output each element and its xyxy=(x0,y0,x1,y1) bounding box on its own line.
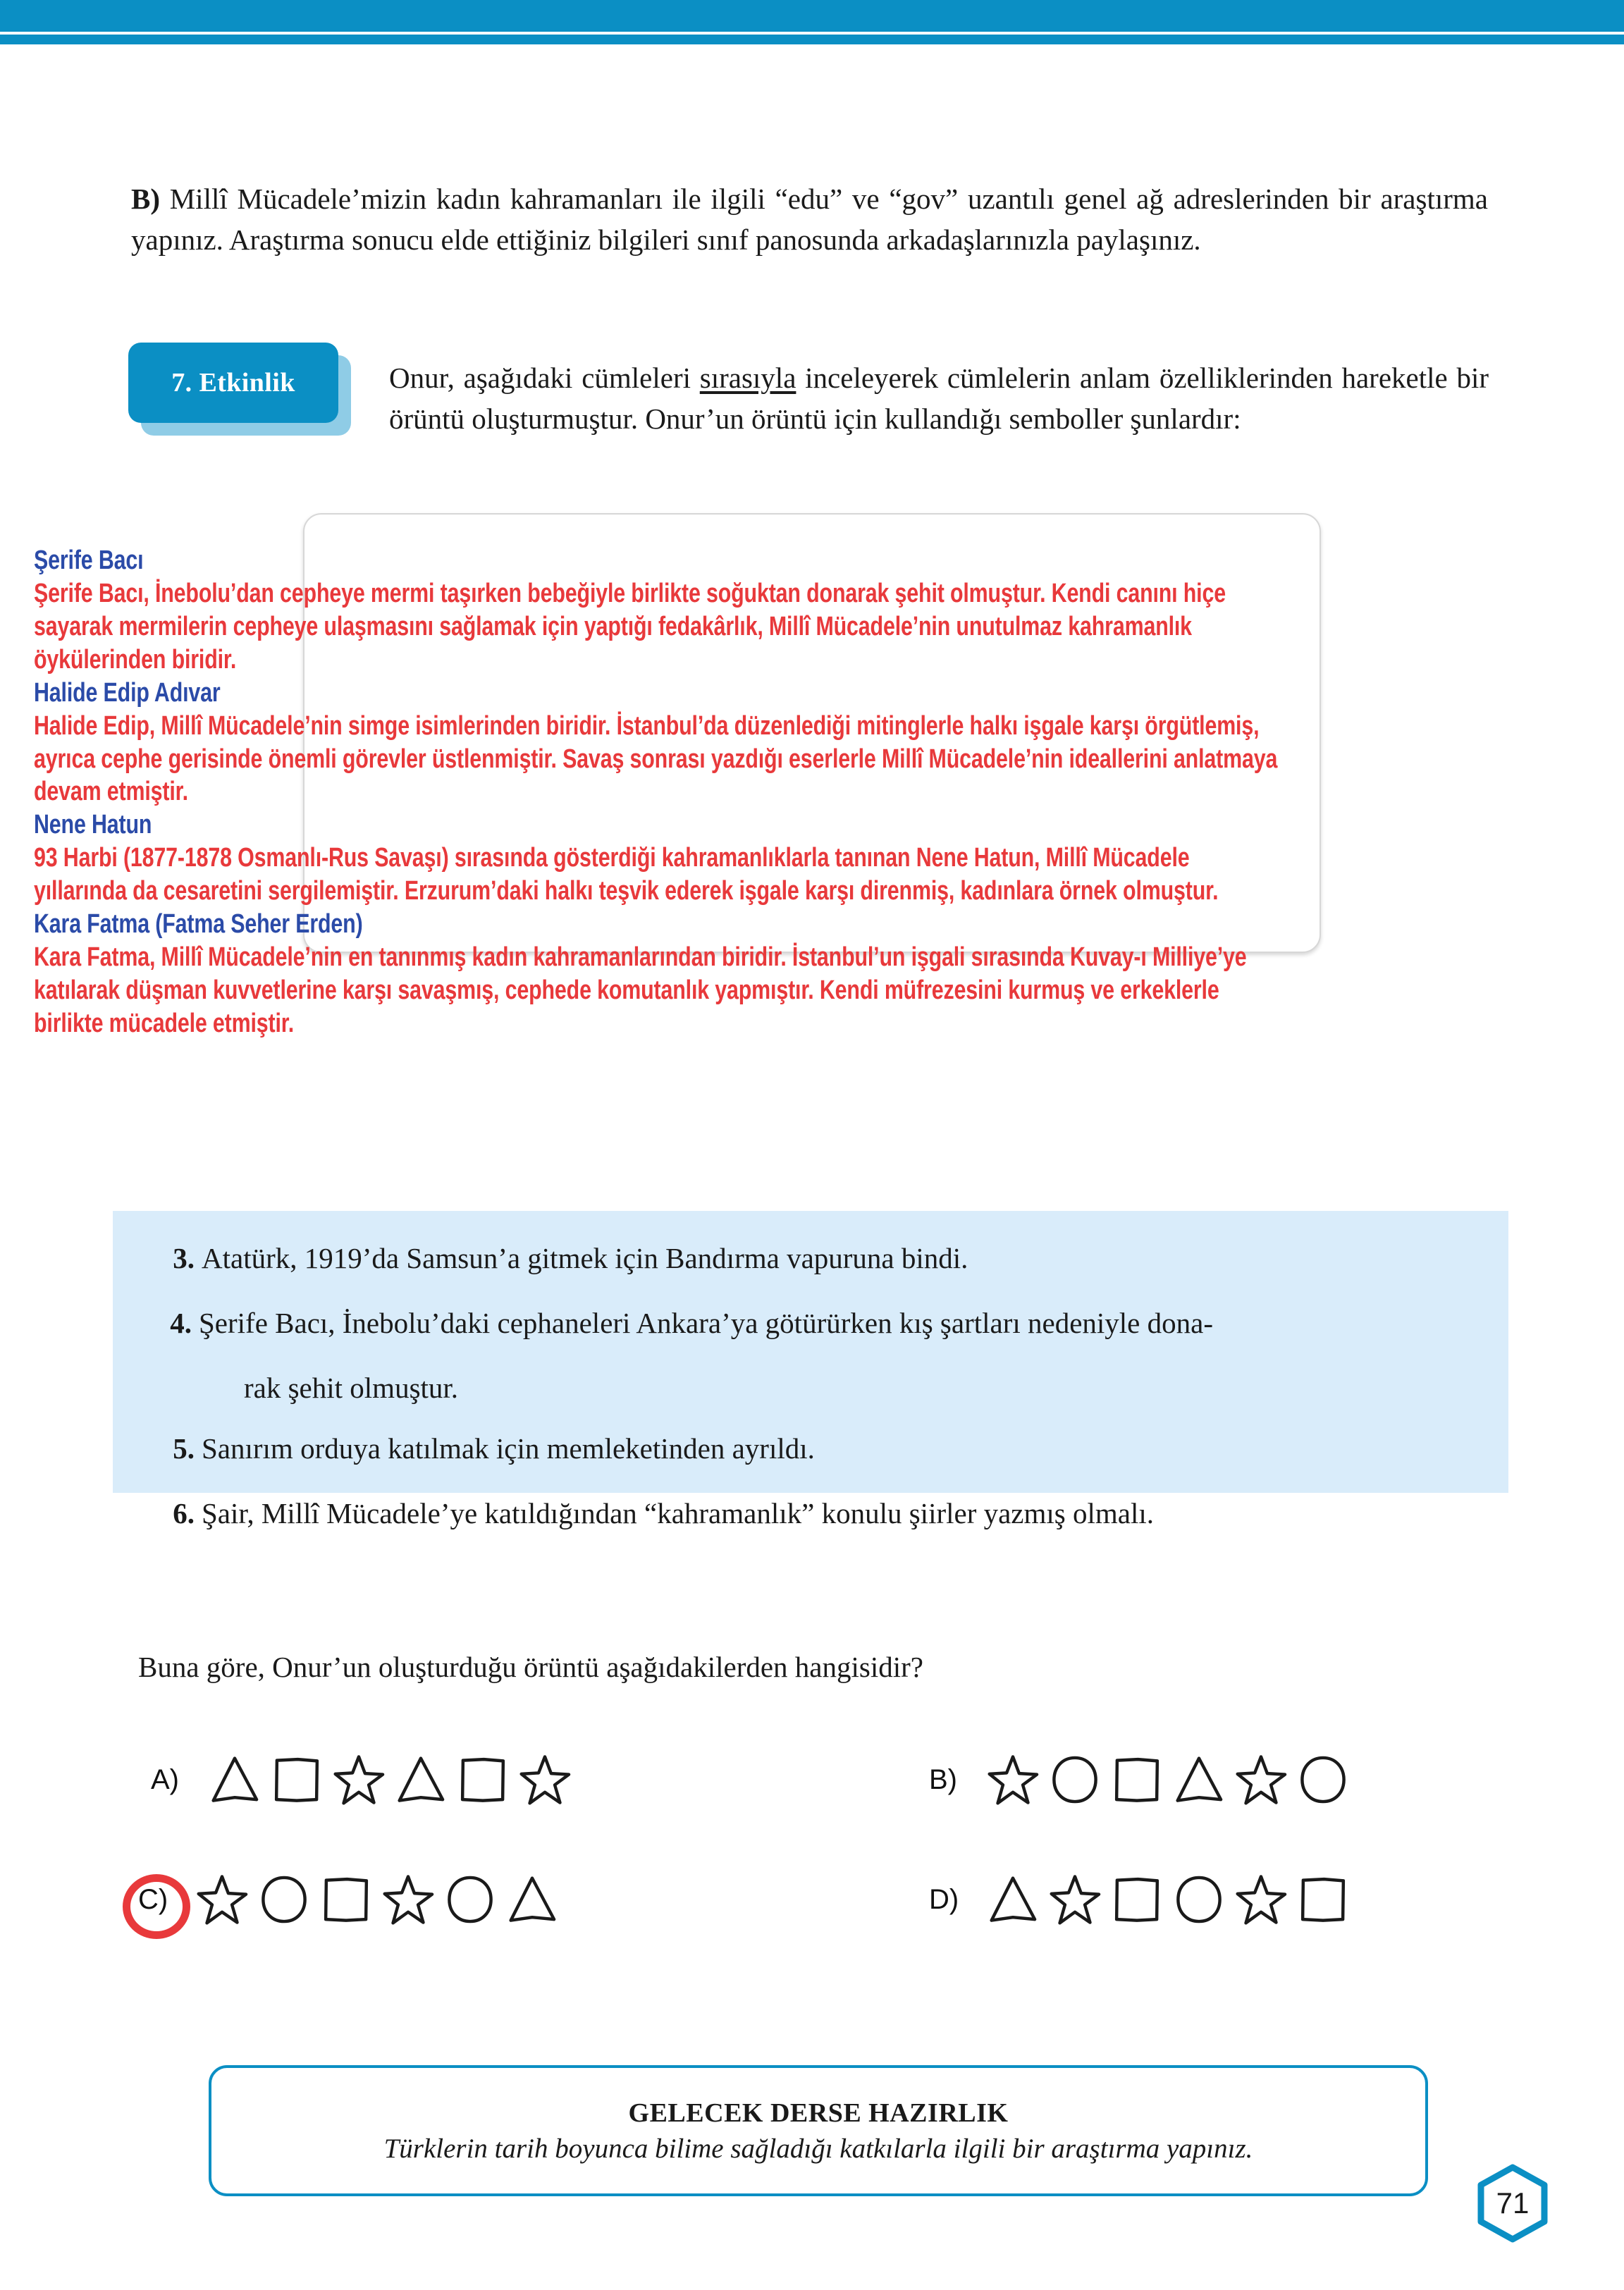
star-icon xyxy=(382,1873,434,1926)
option-d-shapes xyxy=(987,1873,1349,1926)
star-icon xyxy=(196,1873,248,1926)
bio-name-halide-edip: Halide Edip Adıvar xyxy=(34,677,221,708)
option-a-label: A) xyxy=(151,1763,179,1795)
page-number-text: 71 xyxy=(1496,2186,1530,2220)
page-number-badge xyxy=(1472,2162,1554,2244)
triangle-icon xyxy=(395,1754,447,1806)
circle-icon xyxy=(1049,1754,1101,1806)
sentence-text-4: Şerife Bacı, İnebolu’daki cephaneleri Ankara’ya götürürken kış şartları nedeniyle dona- xyxy=(199,1307,1213,1339)
star-icon xyxy=(1235,1873,1287,1926)
activity-badge-box xyxy=(128,343,338,423)
sentence-item-4 xyxy=(158,1303,1483,1344)
activity-intro-part1: Onur, aşağıdaki cümleleri xyxy=(389,362,700,394)
option-d[interactable] xyxy=(929,1861,1349,1938)
square-icon xyxy=(457,1754,509,1806)
sentence-number-3: 3. xyxy=(173,1242,195,1274)
question-text: Buna göre, Onur’un oluşturduğu örüntü aşağıdakilerden hangisidir? xyxy=(138,1651,923,1683)
star-icon xyxy=(1049,1873,1101,1926)
circle-icon xyxy=(1173,1873,1225,1926)
activity-intro-part2: inceleyerek cümlelerin anlam özelliklerinden hareketle bir örüntü oluşturmuştur. Onur’un örüntü için kullandığı semboller şunlardır: xyxy=(389,362,1489,436)
option-b[interactable] xyxy=(929,1741,1349,1818)
square-icon xyxy=(1111,1873,1163,1926)
next-lesson-prep-box xyxy=(209,2065,1428,2196)
bio-name-kara-fatma: Kara Fatma (Fatma Seher Erden) xyxy=(34,909,363,940)
selected-answer-circle-marker xyxy=(123,1874,190,1939)
circle-icon xyxy=(1297,1754,1349,1806)
square-icon xyxy=(320,1873,372,1926)
sentence-number-4: 4. xyxy=(170,1307,192,1339)
option-a[interactable] xyxy=(151,1741,571,1818)
sentence-number-6: 6. xyxy=(173,1497,195,1529)
sentence-text-6: Şair, Millî Mücadele’ye katıldığından “kahramanlık” konulu şiirler yazmış olmalı. xyxy=(202,1497,1154,1529)
exercise-b-paragraph xyxy=(131,178,1488,260)
star-icon xyxy=(333,1754,385,1806)
activity-intro-paragraph xyxy=(389,357,1489,439)
header-bar-thin xyxy=(0,35,1624,44)
sentence-item-5 xyxy=(161,1428,1479,1470)
square-icon xyxy=(1297,1873,1349,1926)
circle-icon xyxy=(258,1873,310,1926)
circle-icon xyxy=(444,1873,496,1926)
biographies-block xyxy=(34,544,1280,1040)
option-c-shapes xyxy=(196,1873,558,1926)
exercise-b-lead: B) xyxy=(131,183,160,215)
bio-text-halide-edip: Halide Edip, Millî Mücadele’nin simge isimlerinden biridir. İstanbul’da düzenlediği mitinglerle halkı işgale karşı örgütlemiş, ayrıca cephe gerisinde önemli görevler üstlenmiştir. Savaş sonrası yazdığı eserlerle Millî Mücadele’nin ideallerini anlatmaya devam etmiştir. xyxy=(34,710,1278,807)
bio-name-serife-baci: Şerife Bacı xyxy=(34,546,144,575)
sentence-number-5: 5. xyxy=(173,1432,195,1465)
prep-subtitle: Türklerin tarih boyunca bilime sağladığı katkılarla ilgili bir araştırma yapınız. xyxy=(383,2133,1253,2164)
sentence-item-3 xyxy=(161,1238,1479,1279)
sentence-text-3: Atatürk, 1919’da Samsun’a gitmek için Bandırma vapuruna bindi. xyxy=(202,1242,968,1274)
option-a-shapes xyxy=(209,1754,571,1806)
star-icon xyxy=(519,1754,571,1806)
star-icon xyxy=(1235,1754,1287,1806)
option-b-shapes xyxy=(987,1754,1349,1806)
option-c-label: C) xyxy=(138,1883,168,1915)
option-d-label: D) xyxy=(929,1883,959,1915)
option-c-label-wrapper xyxy=(138,1884,185,1916)
exercise-b-text: Millî Mücadele’mizin kadın kahramanları ile ilgili “edu” ve “gov” uzantılı genel ağ adreslerinden bir araştırma yapınız. Araştırma sonucu elde ettiğiniz bilgileri sınıf panosunda arkadaşlarınızla paylaşınız. xyxy=(131,183,1488,257)
activity-badge xyxy=(128,343,351,436)
bio-text-serife-baci: Şerife Bacı, İnebolu’dan cepheye mermi taşırken bebeğiyle birlikte soğuktan donarak şehit olmuştur. Kendi canını hiçe sayarak mermilerin cepheye ulaşmasını sağlamak için yaptığı fedakârlık, Millî Mücadele’nin unutulmaz kahramanlık öykülerinden biridir. xyxy=(34,578,1226,675)
sentence-text-4-continued: rak şehit olmuştur. xyxy=(244,1372,459,1404)
sentence-text-5: Sanırım orduya katılmak için memleketinden ayrıldı. xyxy=(202,1432,815,1465)
activity-badge-label: 7. Etkinlik xyxy=(171,368,295,398)
triangle-icon xyxy=(1173,1754,1225,1806)
header-bar-thick xyxy=(0,0,1624,32)
option-c[interactable] xyxy=(138,1861,558,1938)
square-icon xyxy=(1111,1754,1163,1806)
sentences-box xyxy=(113,1211,1508,1529)
activity-intro-underlined: sırasıyla xyxy=(699,362,796,394)
square-icon xyxy=(271,1754,323,1806)
bio-text-kara-fatma: Kara Fatma, Millî Mücadele’nin en tanınmış kadın kahramanlarından biridir. İstanbul’un işgali sırasında Kuvay-ı Milliye’ye katılarak düşman kuvvetlerine karşı savaşmış, cephede komutanlık yapmıştır. Kendi müfrezesini kurmuş ve erkeklerle birlikte mücadele etmiştir. xyxy=(34,942,1247,1038)
bio-text-nene-hatun: 93 Harbi (1877-1878 Osmanlı-Rus Savaşı) sırasında gösterdiği kahramanlıklarla tanınan Nene Hatun, Millî Mücadele yıllarında da cesaretini sergilemiştir. Erzurum’daki halkı teşvik ederek işgale karşı direnmiş, kadınlara örnek olmuştur. xyxy=(34,843,1219,906)
star-icon xyxy=(987,1754,1039,1806)
option-b-label: B) xyxy=(929,1763,957,1795)
triangle-icon xyxy=(987,1873,1039,1926)
bio-name-nene-hatun: Nene Hatun xyxy=(34,810,152,840)
prep-title: GELECEK DERSE HAZIRLIK xyxy=(628,2098,1009,2128)
sentence-item-6 xyxy=(161,1493,1479,1534)
triangle-icon xyxy=(506,1873,558,1926)
triangle-icon xyxy=(209,1754,261,1806)
